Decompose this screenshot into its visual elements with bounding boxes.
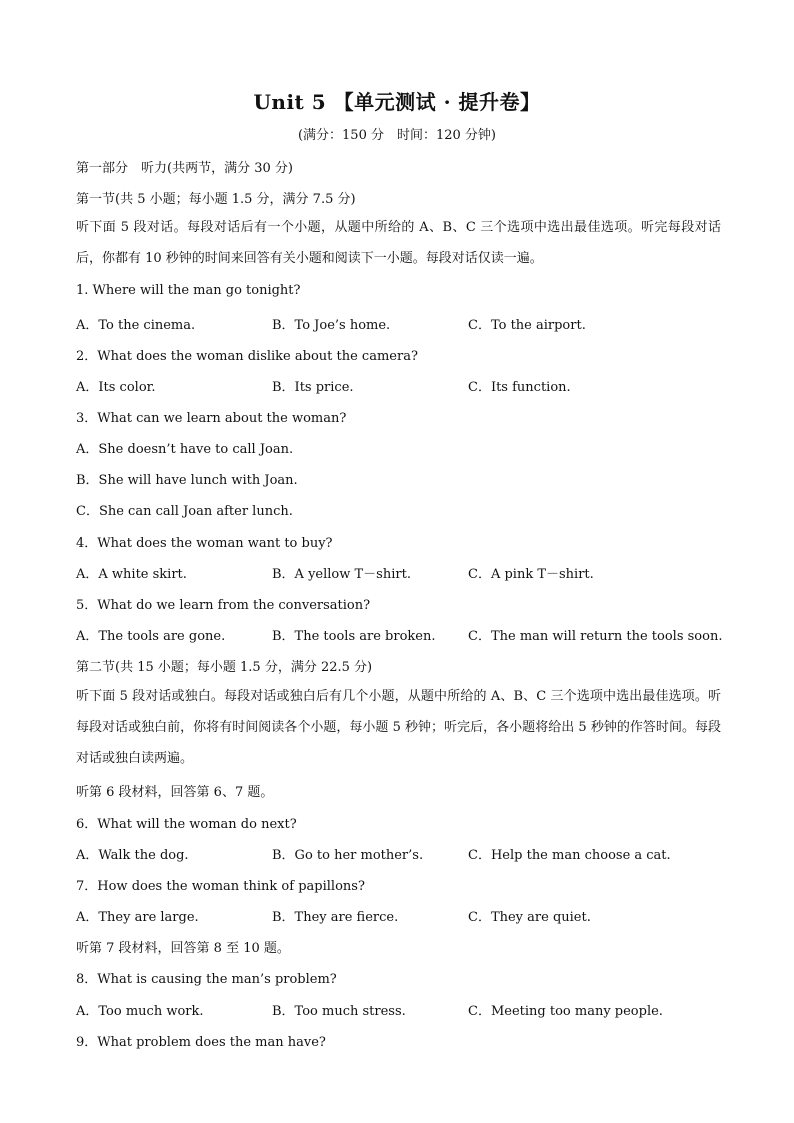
question-1-option-b: B．To Joe’s home. xyxy=(272,318,391,333)
question-9-stem: 9．What problem does the man have? xyxy=(76,1035,326,1050)
question-6-option-c: C．Help the man choose a cat. xyxy=(468,848,671,863)
question-6-stem: 6．What will the woman do next? xyxy=(76,817,297,832)
question-6-option-a: A．Walk the dog. xyxy=(76,848,189,863)
question-8-option-b: B．Too much stress. xyxy=(272,1004,406,1019)
question-2-stem: 2．What does the woman dislike about the camera? xyxy=(76,349,418,364)
question-7-stem: 7．How does the woman think of papillons? xyxy=(76,879,365,894)
question-8-option-c: C．Meeting too many people. xyxy=(468,1004,663,1019)
question-3-stem: 3．What can we learn about the woman? xyxy=(76,411,347,426)
question-6-option-b: B．Go to her mother’s. xyxy=(272,848,424,863)
section2-heading: 第二节(共 15 小题；每小题 1.5 分，满分 22.5 分) xyxy=(76,660,373,675)
section1-heading: 第一节(共 5 小题；每小题 1.5 分，满分 7.5 分) xyxy=(76,192,356,207)
exam-info: (满分：150 分 时间：120 分钟) xyxy=(297,128,497,143)
question-8-option-a: A．Too much work. xyxy=(76,1004,204,1019)
question-4-stem: 4．What does the woman want to buy? xyxy=(76,536,333,551)
material-7-note: 听第 7 段材料，回答第 8 至 10 题。 xyxy=(76,941,290,956)
question-1-stem: 1. Where will the man go tonight? xyxy=(76,283,301,298)
question-7-option-b: B．They are fierce. xyxy=(272,910,399,925)
question-5-option-b: B．The tools are broken. xyxy=(272,629,436,644)
section1-instructions: 听下面 5 段对话。每段对话后有一个小题，从题中所给的 A、B、C 三个选项中选出最佳选项。听完每段对话后，你都有 10 秒钟的时间来回答有关小题和阅读下一小题。每段对话仅读一遍。 xyxy=(76,220,721,266)
question-3-option-b: B．She will have lunch with Joan. xyxy=(76,473,298,488)
question-3-option-c: C．She can call Joan after lunch. xyxy=(76,504,293,519)
question-5-stem: 5．What do we learn from the conversation? xyxy=(76,598,371,613)
question-2-option-a: A．Its color. xyxy=(76,380,156,395)
question-1-option-c: C．To the airport. xyxy=(468,318,586,333)
question-4-option-a: A．A white skirt. xyxy=(76,567,187,582)
question-7-option-a: A．They are large. xyxy=(76,910,199,925)
question-5-option-a: A．The tools are gone. xyxy=(76,629,226,644)
section2-instructions: 听下面 5 段对话或独白。每段对话或独白后有几个小题，从题中所给的 A、B、C 三个选项中选出最佳选项。听每段对话或独白前，你将有时间阅读各个小题，每小题 5 秒钟；听完后，各小题将给出 5 秒钟的作答时间。每段对话或独白读两遍。 xyxy=(76,689,721,766)
question-2-option-b: B．Its price. xyxy=(272,380,354,395)
question-4-option-b: B．A yellow T－shirt. xyxy=(272,567,411,582)
part1-heading: 第一部分 听力(共两节，满分 30 分) xyxy=(76,161,293,176)
question-2-option-c: C．Its function. xyxy=(468,380,571,395)
question-1-option-a: A．To the cinema. xyxy=(76,318,196,333)
question-4-option-c: C．A pink T－shirt. xyxy=(468,567,594,582)
question-7-option-c: C．They are quiet. xyxy=(468,910,591,925)
page-title: Unit 5 【单元测试 · 提升卷】 xyxy=(253,90,541,114)
question-8-stem: 8．What is causing the man’s problem? xyxy=(76,972,337,987)
question-5-option-c: C．The man will return the tools soon. xyxy=(468,629,723,644)
question-3-option-a: A．She doesn’t have to call Joan. xyxy=(76,442,294,457)
material-6-note: 听第 6 段材料，回答第 6、7 题。 xyxy=(76,785,274,800)
